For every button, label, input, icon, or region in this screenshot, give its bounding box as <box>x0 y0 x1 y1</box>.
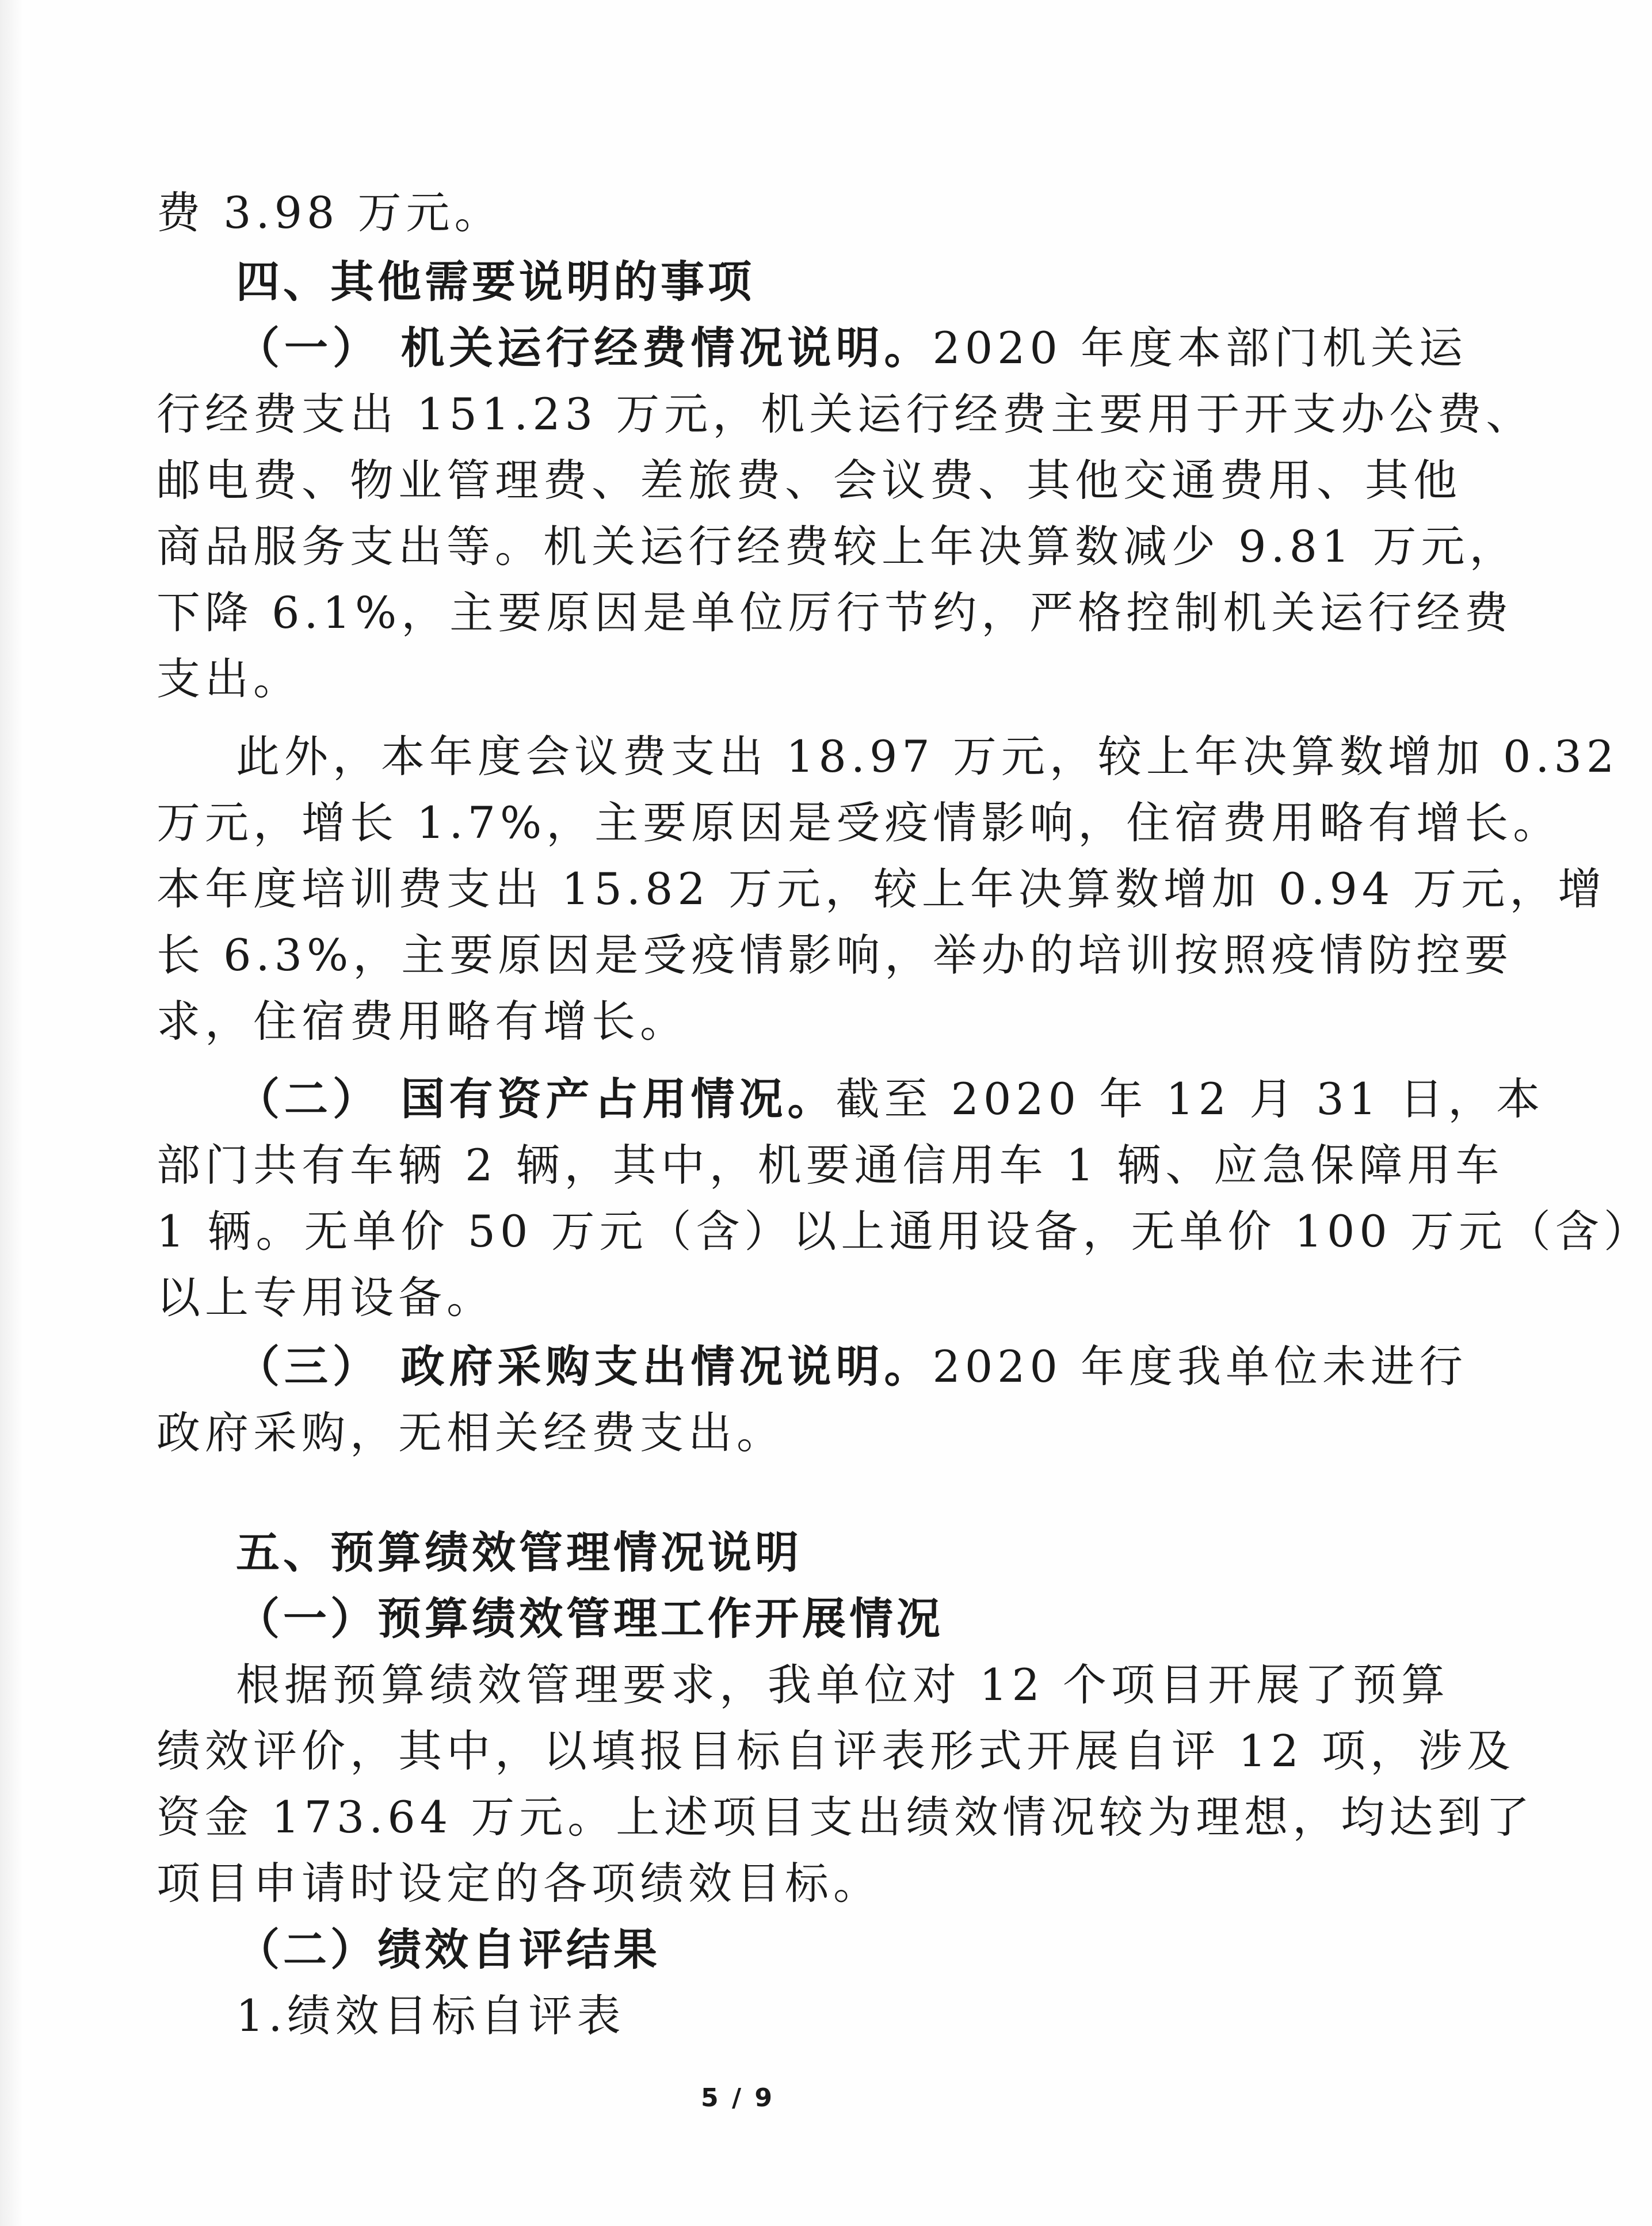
section-5-paragraph-line: 绩效评价，其中，以填报目标自评表形式开展自评 12 项，涉及 <box>157 1725 1516 1777</box>
section-4-heading: 四、其他需要说明的事项 <box>236 256 755 307</box>
extra-paragraph-line: 长 6.3%，主要原因是受疫情影响，举办的培训按照疫情防控要 <box>157 929 1513 981</box>
item-3-first-line-rest: 2020 年度我单位未进行 <box>932 1341 1468 1392</box>
section-5-subheading-1: （一）预算绩效管理工作开展情况 <box>236 1593 944 1644</box>
extra-paragraph-line: 本年度培训费支出 15.82 万元，较上年决算数增加 0.94 万元，增 <box>157 863 1607 914</box>
item-1-line: 支出。 <box>157 653 302 704</box>
extra-paragraph-line: 此外，本年度会议费支出 18.97 万元，较上年决算数增加 0.32 <box>236 731 1619 782</box>
item-1-line: 商品服务支出等。机关运行经费较上年决算数减少 9.81 万元， <box>157 521 1518 572</box>
section-5-subheading-2: （二）绩效自评结果 <box>236 1924 661 1975</box>
page-number: 5 / 9 <box>701 2083 775 2113</box>
section-5-paragraph-line: 资金 173.64 万元。上述项目支出绩效情况较为理想，均达到了 <box>157 1792 1535 1843</box>
extra-paragraph-line: 求，住宿费用略有增长。 <box>157 996 688 1047</box>
item-1-first-line <box>236 319 1467 377</box>
item-1-line: 邮电费、物业管理费、差旅费、会议费、其他交通费用、其他 <box>157 455 1462 506</box>
item-2-lead: （二） 国有资产占用情况。 <box>236 1073 836 1125</box>
item-2-first-line-rest: 截至 2020 年 12 月 31 日，本 <box>835 1073 1545 1125</box>
item-2-line: 1 辆。无单价 50 万元（含）以上通用设备，无单价 100 万元（含） <box>157 1206 1652 1257</box>
item-2-line: 以上专用设备。 <box>157 1272 495 1323</box>
item-1-line: 行经费支出 151.23 万元，机关运行经费主要用于开支办公费、 <box>157 388 1535 440</box>
item-1-line: 下降 6.1%，主要原因是单位厉行节约，严格控制机关运行经费 <box>157 587 1513 638</box>
item-1-first-line-rest: 2020 年度本部门机关运 <box>932 322 1468 373</box>
self-evaluation-table-item: 1.绩效目标自评表 <box>236 1990 625 2041</box>
item-2-line: 部门共有车辆 2 辆，其中，机要通信用车 1 辆、应急保障用车 <box>157 1139 1504 1191</box>
item-3-lead: （三） 政府采购支出情况说明。 <box>236 1341 933 1392</box>
section-5-paragraph-line: 项目申请时设定的各项绩效目标。 <box>157 1858 882 1909</box>
item-1-lead: （一） 机关运行经费情况说明。 <box>236 322 933 373</box>
continuation-line: 费 3.98 万元。 <box>157 187 503 238</box>
extra-paragraph-line: 万元，增长 1.7%，主要原因是受疫情影响，住宿费用略有增长。 <box>157 797 1562 848</box>
item-2-first-line <box>236 1070 1544 1128</box>
section-5-paragraph-line: 根据预算绩效管理要求，我单位对 12 个项目开展了预算 <box>236 1659 1450 1710</box>
section-5-heading: 五、预算绩效管理情况说明 <box>236 1527 802 1578</box>
scan-edge-shadow <box>0 0 23 2226</box>
item-3-line: 政府采购，无相关经费支出。 <box>157 1407 785 1458</box>
item-3-first-line <box>236 1338 1467 1396</box>
